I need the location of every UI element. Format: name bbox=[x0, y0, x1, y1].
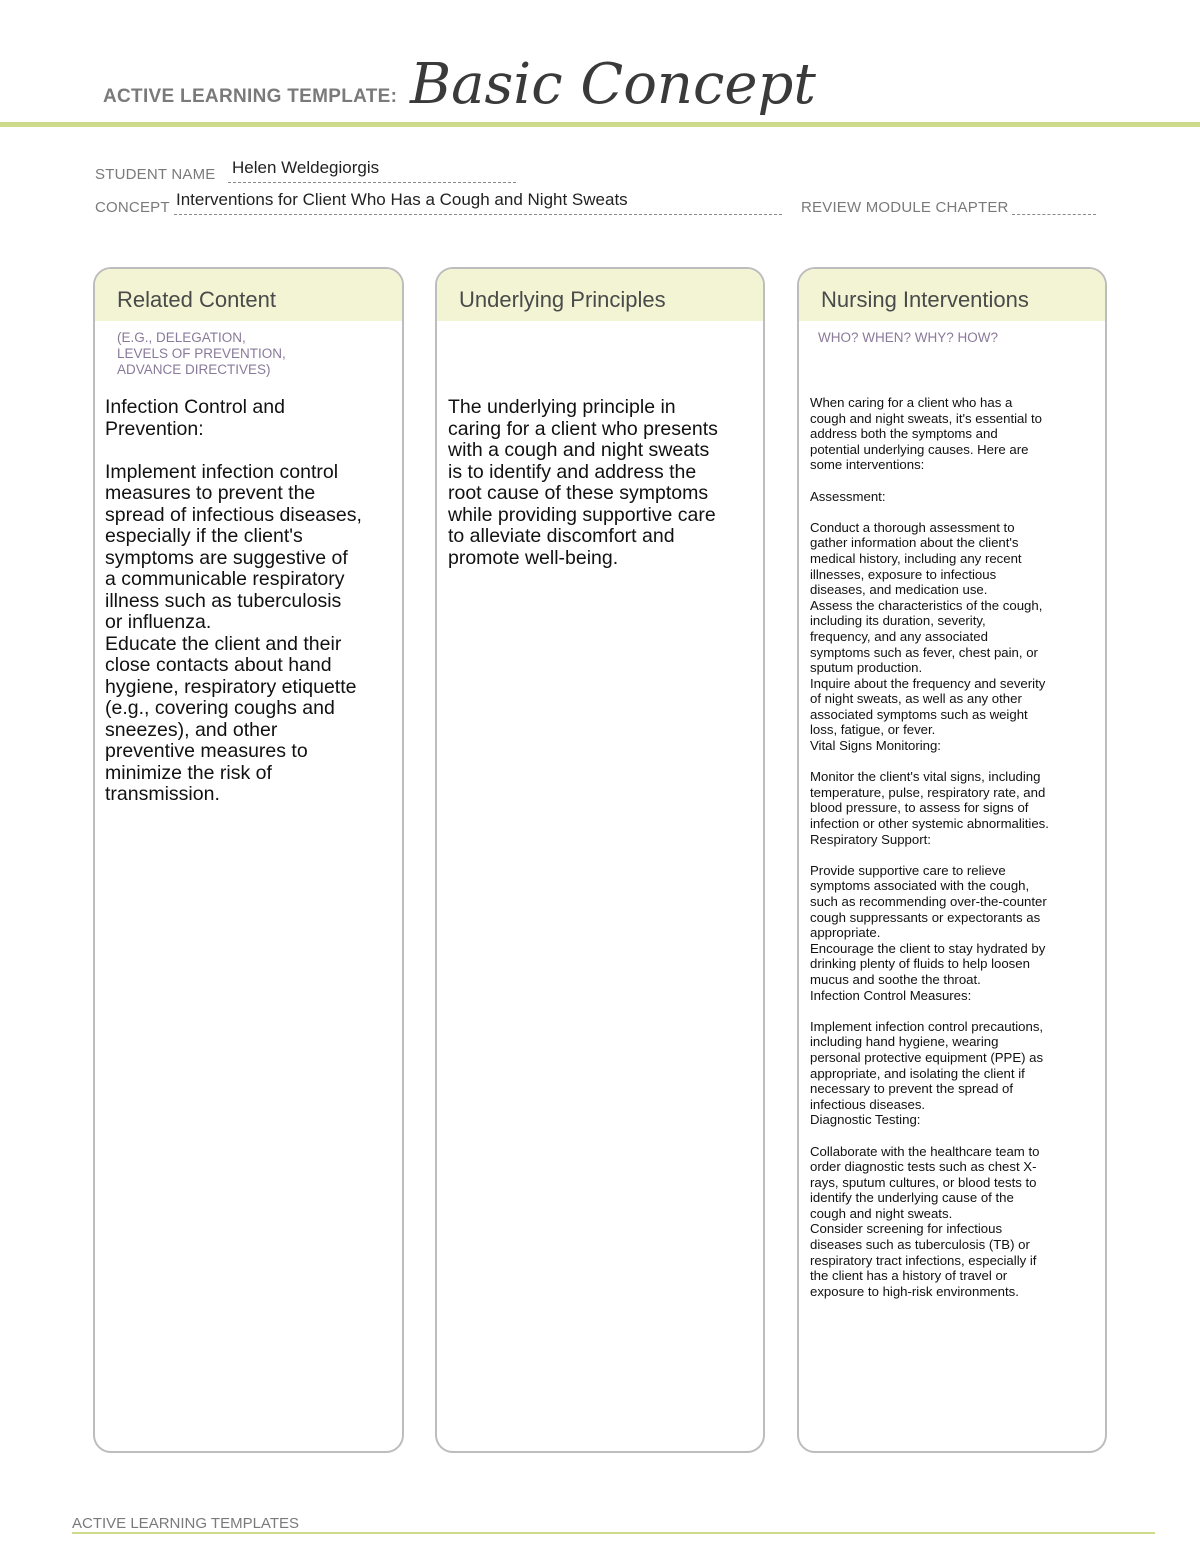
review-module-field[interactable] bbox=[1012, 196, 1096, 215]
student-name-value: Helen Weldegiorgis bbox=[232, 158, 380, 177]
related-content-panel bbox=[93, 267, 404, 1453]
nursing-interventions-panel bbox=[797, 267, 1107, 1453]
nursing-interventions-subtitle: WHO? WHEN? WHY? HOW? bbox=[818, 330, 999, 345]
page-title: Basic Concept bbox=[410, 52, 816, 117]
header-divider bbox=[0, 122, 1200, 127]
footer-divider bbox=[72, 1532, 1155, 1534]
student-name-label: STUDENT NAME bbox=[95, 166, 216, 183]
nursing-interventions-body: When caring for a client who has a cough and night sweats, it's essential to address both the symptoms and potential underlying causes. Here are some interventions: Assessment: Conduct a thorough assessment to gather information about the client's medical history, including any recent illnesses, exposure to infectious diseases, and medication use. Assess the characteristics of the cough, including its duration, severity, frequency, and any associated symptoms such as fever, chest pain, or sputum production. Inquire about the frequency and severity of night sweats, as well as any other associated symptoms such as weight loss, fatigue, or fever. Vital Signs Monitoring: Monitor the client's vital signs, including temperature, pulse, respiratory rate, and blood pressure, to assess for signs of infection or other systemic abnormalities. Respiratory Support: Provide supportive care to relieve symptoms associated with the cough, such as recommending over-the-counter cough suppressants or expectorants as appropriate. Encourage the client to stay hydrated by drinking plenty of fluids to help loosen mucus and soothe the throat. Infection Control Measures: Implement infection control precautions, including hand hygiene, wearing personal protective equipment (PPE) as appropriate, and isolating the client if necessary to prevent the spread of infectious diseases. Diagnostic Testing: Collaborate with the healthcare team to order diagnostic tests such as chest X- rays, sputum cultures, or blood tests to identify the underlying cause of the cough and night sweats. Consider screening for infectious diseases such as tuberculosis (TB) or respiratory tract infections, especially if the client has a history of travel or exposure to high-risk environments. bbox=[810, 395, 1049, 1299]
concept-field[interactable] bbox=[174, 190, 782, 215]
student-name-field[interactable] bbox=[228, 158, 516, 183]
concept-value: Interventions for Client Who Has a Cough and Night Sweats bbox=[176, 190, 628, 209]
nursing-interventions-header: Nursing Interventions bbox=[799, 269, 1105, 321]
review-module-label: REVIEW MODULE CHAPTER bbox=[801, 199, 1009, 216]
concept-label: CONCEPT bbox=[95, 199, 170, 216]
related-content-body: Infection Control and Prevention: Implement infection control measures to prevent the spread of infectious diseases, especially if the client's symptoms are suggestive of a communicable respiratory illness such as tuberculosis or influenza. Educate the client and their close contacts about hand hygiene, respiratory etiquette (e.g., covering coughs and sneezes), and other preventive measures to minimize the risk of transmission. bbox=[105, 396, 362, 805]
underlying-principles-panel bbox=[435, 267, 765, 1453]
related-content-subtitle: (E.G., DELEGATION, LEVELS OF PREVENTION, ADVANCE DIRECTIVES) bbox=[117, 330, 286, 377]
underlying-principles-body: The underlying principle in caring for a client who presents with a cough and night sweats is to identify and address the root cause of these symptoms while providing supportive care to alleviate discomfort and promote well-being. bbox=[448, 396, 718, 569]
underlying-principles-header: Underlying Principles bbox=[437, 269, 763, 321]
related-content-header: Related Content bbox=[95, 269, 402, 321]
template-label: ACTIVE LEARNING TEMPLATE: bbox=[103, 86, 398, 107]
footer-label: ACTIVE LEARNING TEMPLATES bbox=[72, 1515, 299, 1532]
